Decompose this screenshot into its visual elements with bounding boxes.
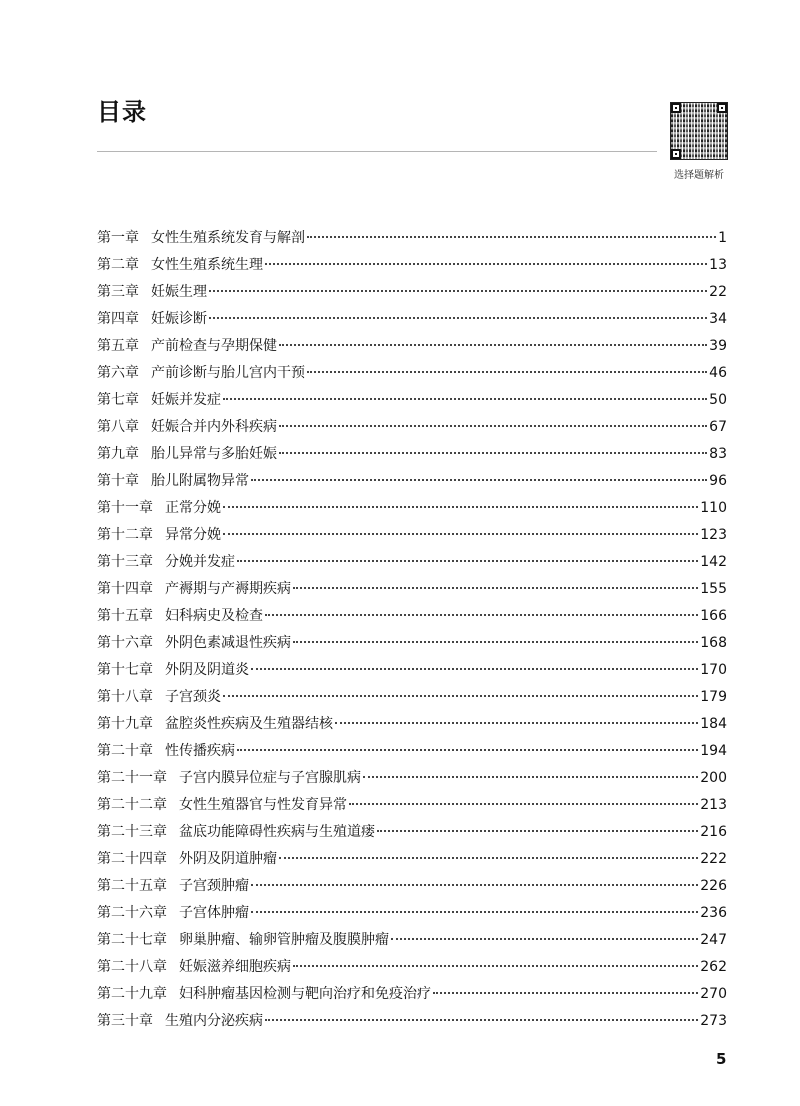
toc-chapter-number: 第二十七章 (97, 932, 167, 948)
toc-page-number: 270 (700, 986, 727, 1002)
toc-dot-leader (265, 1019, 698, 1021)
toc-dot-leader (279, 344, 707, 346)
toc-chapter-number: 第十七章 (97, 662, 153, 678)
toc-dot-leader (293, 587, 698, 589)
toc-dot-leader (279, 425, 707, 427)
toc-entry[interactable] (97, 309, 727, 336)
toc-dot-leader (335, 722, 698, 724)
toc-entry[interactable] (97, 417, 727, 444)
toc-chapter-title: 子宫颈炎 (165, 689, 221, 705)
toc-chapter-number: 第三十章 (97, 1013, 153, 1029)
toc-entry[interactable] (97, 687, 727, 714)
toc-entry[interactable] (97, 228, 727, 255)
toc-page-number: 22 (709, 284, 727, 300)
toc-chapter-title: 妊娠诊断 (151, 311, 207, 327)
toc-dot-leader (223, 398, 707, 400)
toc-entry[interactable] (97, 471, 727, 498)
toc-page-number: 262 (700, 959, 727, 975)
toc-dot-leader (251, 479, 707, 481)
toc-entry[interactable] (97, 957, 727, 984)
toc-chapter-title: 妊娠滋养细胞疾病 (179, 959, 291, 975)
toc-page-number: 142 (700, 554, 727, 570)
toc-entry[interactable] (97, 336, 727, 363)
toc-chapter-title: 女性生殖系统发育与解剖 (151, 230, 305, 246)
toc-dot-leader (307, 236, 716, 238)
toc-chapter-title: 外阴色素减退性疾病 (165, 635, 291, 651)
toc-dot-leader (279, 452, 707, 454)
toc-chapter-number: 第十四章 (97, 581, 153, 597)
toc-chapter-title: 妊娠合并内外科疾病 (151, 419, 277, 435)
toc-dot-leader (237, 560, 698, 562)
qr-finder-mark (671, 103, 681, 113)
toc-chapter-number: 第二十八章 (97, 959, 167, 975)
toc-dot-leader (223, 506, 698, 508)
toc-entry[interactable] (97, 255, 727, 282)
toc-page-number: 213 (700, 797, 727, 813)
toc-chapter-number: 第十八章 (97, 689, 153, 705)
toc-page-number: 155 (700, 581, 727, 597)
toc-chapter-number: 第十九章 (97, 716, 153, 732)
page-title: 目录 (97, 98, 147, 126)
toc-dot-leader (391, 938, 698, 940)
toc-page-number: 166 (700, 608, 727, 624)
toc-entry[interactable] (97, 714, 727, 741)
toc-chapter-title: 正常分娩 (165, 500, 221, 516)
toc-chapter-title: 女性生殖器官与性发育异常 (179, 797, 347, 813)
toc-chapter-number: 第二十四章 (97, 851, 167, 867)
toc-chapter-number: 第十一章 (97, 500, 153, 516)
toc-page-number: 39 (709, 338, 727, 354)
toc-chapter-number: 第二十三章 (97, 824, 167, 840)
toc-chapter-number: 第六章 (97, 365, 139, 381)
toc-chapter-number: 第九章 (97, 446, 139, 462)
toc-entry[interactable] (97, 984, 727, 1011)
toc-dot-leader (349, 803, 698, 805)
toc-chapter-number: 第十五章 (97, 608, 153, 624)
toc-chapter-title: 子宫颈肿瘤 (179, 878, 249, 894)
qr-finder-mark (717, 103, 727, 113)
toc-dot-leader (209, 317, 707, 319)
toc-page-number: 168 (700, 635, 727, 651)
toc-entry[interactable] (97, 660, 727, 687)
toc-entry[interactable] (97, 795, 727, 822)
toc-chapter-number: 第二十五章 (97, 878, 167, 894)
toc-page-number: 216 (700, 824, 727, 840)
toc-page-number: 96 (709, 473, 727, 489)
toc-entry[interactable] (97, 282, 727, 309)
qr-caption: 选择题解析 (674, 170, 724, 181)
toc-chapter-number: 第四章 (97, 311, 139, 327)
toc-entry[interactable] (97, 498, 727, 525)
toc-page-number: 46 (709, 365, 727, 381)
qr-block (668, 102, 730, 181)
toc-entry[interactable] (97, 741, 727, 768)
toc-page-number: 179 (700, 689, 727, 705)
toc-chapter-number: 第二十二章 (97, 797, 167, 813)
toc-entry[interactable] (97, 390, 727, 417)
toc-chapter-number: 第一章 (97, 230, 139, 246)
toc-entry[interactable] (97, 633, 727, 660)
toc-entry[interactable] (97, 768, 727, 795)
title-divider (97, 151, 657, 152)
toc-page-number: 247 (700, 932, 727, 948)
toc-page-number: 222 (700, 851, 727, 867)
toc-page-number: 194 (700, 743, 727, 759)
toc-page-number: 123 (700, 527, 727, 543)
toc-chapter-number: 第十章 (97, 473, 139, 489)
toc-page-number: 110 (700, 500, 727, 516)
toc-dot-leader (307, 371, 707, 373)
toc-dot-leader (433, 992, 698, 994)
toc-chapter-number: 第十二章 (97, 527, 153, 543)
toc-entry[interactable] (97, 525, 727, 552)
qr-finder-mark (671, 149, 681, 159)
toc-entry[interactable] (97, 444, 727, 471)
toc-chapter-number: 第十六章 (97, 635, 153, 651)
toc-page-number: 200 (700, 770, 727, 786)
toc-dot-leader (293, 965, 698, 967)
toc-dot-leader (237, 749, 698, 751)
toc-page-number: 273 (700, 1013, 727, 1029)
toc-page-number: 1 (718, 230, 727, 246)
toc-chapter-number: 第二十一章 (97, 770, 167, 786)
toc-chapter-number: 第七章 (97, 392, 139, 408)
toc-chapter-title: 分娩并发症 (165, 554, 235, 570)
toc-entry[interactable] (97, 579, 727, 606)
toc-chapter-number: 第二十九章 (97, 986, 167, 1002)
toc-chapter-title: 胎儿异常与多胎妊娠 (151, 446, 277, 462)
toc-chapter-title: 外阴及阴道炎 (165, 662, 249, 678)
toc-chapter-title: 妇科肿瘤基因检测与靶向治疗和免疫治疗 (179, 986, 431, 1002)
toc-chapter-title: 妊娠生理 (151, 284, 207, 300)
toc-chapter-number: 第三章 (97, 284, 139, 300)
toc-page-number: 50 (709, 392, 727, 408)
toc-entry[interactable] (97, 363, 727, 390)
toc-page-number: 34 (709, 311, 727, 327)
toc-dot-leader (363, 776, 698, 778)
table-of-contents (97, 228, 727, 1038)
toc-entry[interactable] (97, 876, 727, 903)
toc-dot-leader (223, 533, 698, 535)
toc-dot-leader (209, 290, 707, 292)
toc-chapter-number: 第十三章 (97, 554, 153, 570)
qr-code-icon[interactable] (670, 102, 728, 160)
toc-page-number: 170 (700, 662, 727, 678)
toc-dot-leader (265, 614, 698, 616)
toc-page-number: 236 (700, 905, 727, 921)
toc-page-number: 184 (700, 716, 727, 732)
toc-entry[interactable] (97, 1011, 727, 1038)
toc-entry[interactable] (97, 552, 727, 579)
toc-chapter-title: 卵巢肿瘤、输卵管肿瘤及腹膜肿瘤 (179, 932, 389, 948)
toc-entry[interactable] (97, 903, 727, 930)
toc-page-number: 226 (700, 878, 727, 894)
toc-chapter-title: 盆底功能障碍性疾病与生殖道瘘 (179, 824, 375, 840)
page-number: 5 (716, 1050, 727, 1068)
toc-chapter-title: 女性生殖系统生理 (151, 257, 263, 273)
toc-page-number: 67 (709, 419, 727, 435)
toc-dot-leader (265, 263, 707, 265)
toc-entry[interactable] (97, 930, 727, 957)
toc-chapter-number: 第八章 (97, 419, 139, 435)
toc-dot-leader (293, 641, 698, 643)
toc-chapter-title: 子宫体肿瘤 (179, 905, 249, 921)
toc-page-number: 83 (709, 446, 727, 462)
toc-entry[interactable] (97, 606, 727, 633)
toc-chapter-title: 外阴及阴道肿瘤 (179, 851, 277, 867)
toc-chapter-title: 生殖内分泌疾病 (165, 1013, 263, 1029)
toc-chapter-number: 第五章 (97, 338, 139, 354)
toc-chapter-number: 第二十六章 (97, 905, 167, 921)
toc-page-number: 13 (709, 257, 727, 273)
toc-chapter-title: 产前诊断与胎儿宫内干预 (151, 365, 305, 381)
toc-chapter-title: 胎儿附属物异常 (151, 473, 249, 489)
toc-chapter-title: 产褥期与产褥期疾病 (165, 581, 291, 597)
toc-dot-leader (251, 668, 698, 670)
toc-dot-leader (377, 830, 698, 832)
toc-chapter-title: 性传播疾病 (165, 743, 235, 759)
toc-dot-leader (251, 884, 698, 886)
toc-chapter-title: 妇科病史及检查 (165, 608, 263, 624)
toc-entry[interactable] (97, 822, 727, 849)
toc-dot-leader (223, 695, 698, 697)
toc-chapter-title: 妊娠并发症 (151, 392, 221, 408)
toc-chapter-title: 盆腔炎性疾病及生殖器结核 (165, 716, 333, 732)
toc-chapter-title: 产前检查与孕期保健 (151, 338, 277, 354)
toc-chapter-title: 异常分娩 (165, 527, 221, 543)
toc-chapter-number: 第二十章 (97, 743, 153, 759)
toc-chapter-number: 第二章 (97, 257, 139, 273)
toc-entry[interactable] (97, 849, 727, 876)
toc-dot-leader (251, 911, 698, 913)
toc-chapter-title: 子宫内膜异位症与子宫腺肌病 (179, 770, 361, 786)
toc-dot-leader (279, 857, 698, 859)
